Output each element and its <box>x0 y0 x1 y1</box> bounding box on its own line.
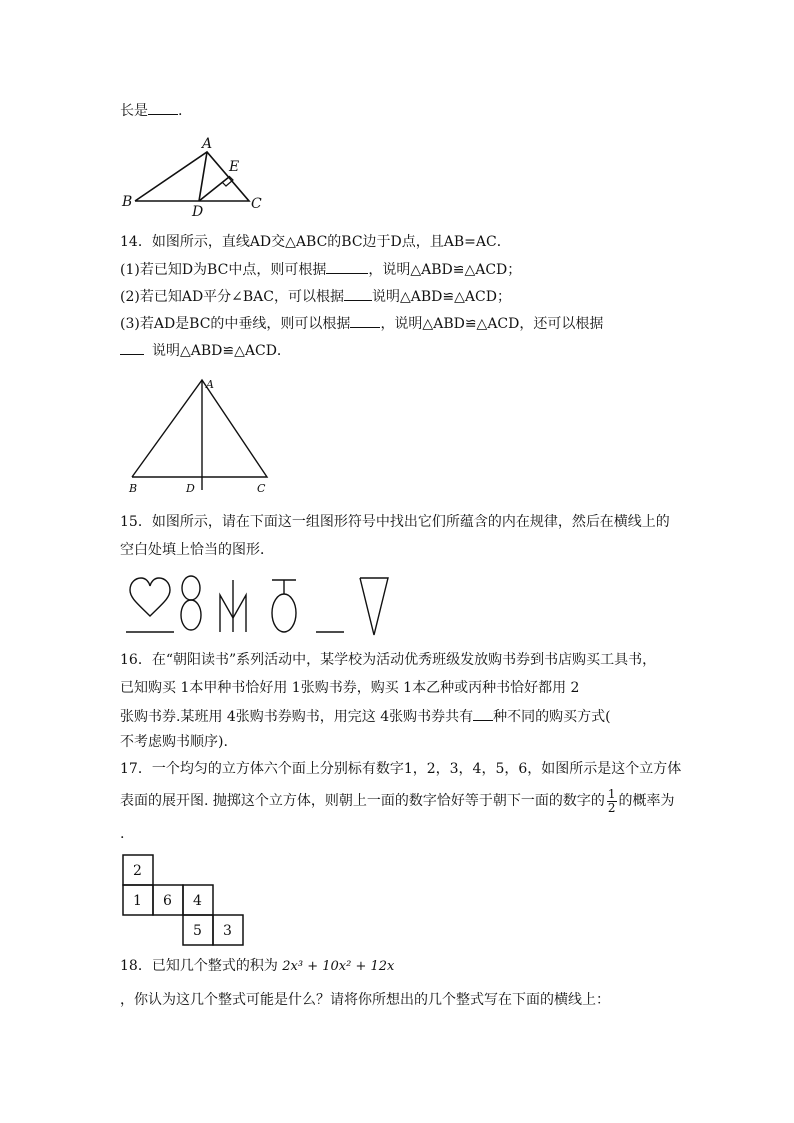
face-label: 1 <box>133 893 142 909</box>
m-symbol <box>220 580 246 632</box>
face-label: 2 <box>133 863 142 879</box>
fraction-one-half: $\frac{1}{2}$ <box>607 786 616 815</box>
label-B: B <box>129 482 138 495</box>
answer-blank[interactable] <box>473 706 493 721</box>
label-D: D <box>186 482 195 495</box>
q14-stem: 14．如图所示，直线AD交△ABC的BC边于D点，且AB=AC． <box>120 234 511 250</box>
q17-line3: . <box>120 826 125 842</box>
q16-line2: 已知购买 1本甲种书恰好用 1张购书券，购买 1本乙种或丙种书恰好都用 2 <box>120 680 580 696</box>
cube-net <box>122 854 262 954</box>
label-C: C <box>257 482 266 495</box>
q14-part1: (1)若已知D为BC中点，则可根据 ，说明△ABD≌△ACD； <box>120 259 521 280</box>
figure-13-triangle <box>118 136 278 220</box>
q15-line1: 15．如图所示，请在下面这一组图形符号中找出它们所蕴含的内在规律，然后在横线上的 <box>120 514 670 530</box>
q18-line1: 18．已知几个整式的积为 2x³ + 10x² + 12x <box>120 958 395 974</box>
q15-line2: 空白处填上恰当的图形． <box>120 542 274 558</box>
answer-blank[interactable] <box>120 340 144 355</box>
q17-line1: 17．一个均匀的立方体六个面上分别标有数字1，2，3，4，5，6，如图所示是这个立方体 <box>120 761 682 777</box>
answer-blank[interactable] <box>326 259 368 274</box>
polynomial-expression: 2x³ + 10x² + 12x <box>282 959 395 974</box>
label-E: E <box>229 159 240 175</box>
face-label: 3 <box>223 923 232 939</box>
q13-tail: 长是 . <box>120 100 182 121</box>
face-label: 6 <box>163 893 172 909</box>
q14-part3-cont: 说明△ABD≌△ACD． <box>120 340 291 361</box>
face-label: 4 <box>193 893 202 909</box>
answer-blank[interactable] <box>344 286 372 301</box>
t-circle-symbol <box>272 580 296 632</box>
inverted-triangle-symbol <box>360 578 388 635</box>
label-D: D <box>192 204 204 220</box>
figure-14-triangle <box>122 372 282 497</box>
q16-line3: 张购书券.某班用 4张购书券购书，用完这 4张购书券共有 种不同的购买方式( <box>120 706 611 727</box>
answer-blank[interactable] <box>148 100 178 115</box>
heart-symbol <box>126 578 174 632</box>
symbol-sequence <box>120 570 400 640</box>
answer-blank[interactable] <box>350 313 380 328</box>
q17-line2: 表面的展开图. 抛掷这个立方体，则朝上一面的数字恰好等于朝下一面的数字的 $\frac{1}{2}$ 的概率为 <box>120 786 675 815</box>
q18-line2: ，你认为这几个整式可能是什么？请将你所想出的几个整式写在下面的横线上： <box>120 992 610 1008</box>
label-B: B <box>122 194 133 210</box>
label-A: A <box>202 136 213 152</box>
label-C: C <box>251 196 262 212</box>
q16-line4: 不考虑购书顺序). <box>120 734 228 750</box>
figure-eight-symbol <box>181 576 201 630</box>
label-A: A <box>206 378 214 391</box>
q14-part2: (2)若已知AD平分∠BAC，可以根据 说明△ABD≌△ACD； <box>120 286 511 307</box>
q16-line1: 16．在“朝阳读书”系列活动中，某学校为活动优秀班级发放购书券到书店购买工具书， <box>120 652 657 668</box>
q14-part3: (3)若AD是BC的中垂线，则可以根据 ，说明△ABD≌△ACD，还可以根据 <box>120 313 603 334</box>
face-label: 5 <box>193 923 202 939</box>
